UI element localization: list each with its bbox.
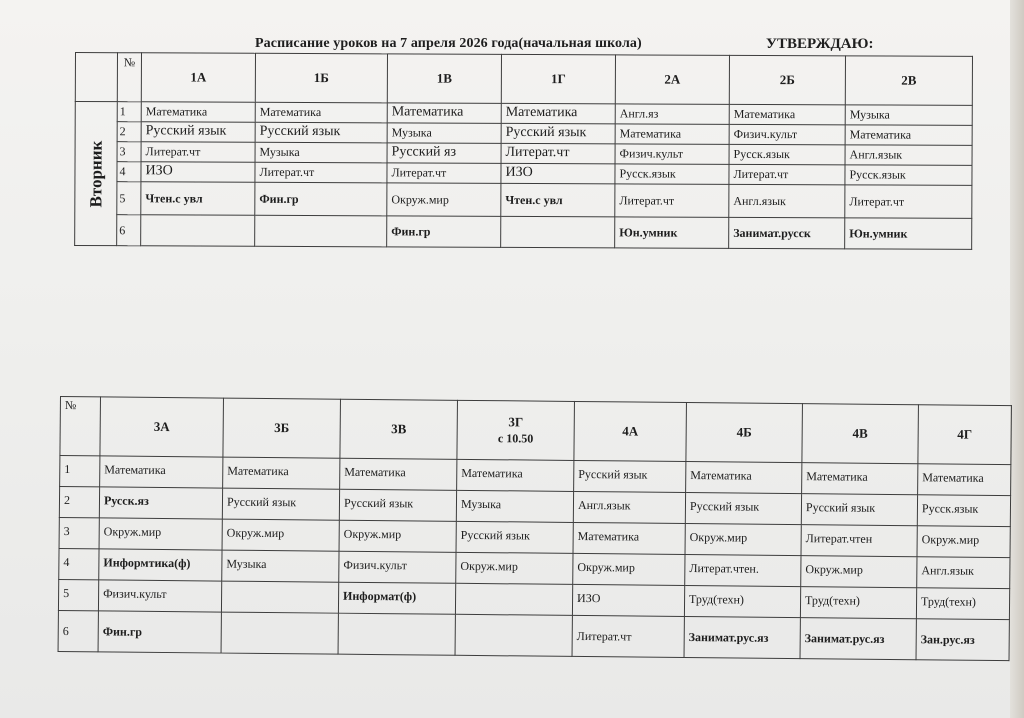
lesson-cell [501,216,615,247]
class-name: 3Г [508,414,524,430]
lesson-cell: ИЗО [141,162,255,182]
lesson-number: 3 [59,517,99,548]
lesson-number: 2 [59,487,99,518]
class-header: 1В [387,54,501,103]
lesson-cell: Литерат.чт [255,162,387,183]
lesson-cell [455,583,572,615]
lesson-cell: Литерат.чт [615,184,729,217]
lesson-cell: Англ.язык [917,557,1010,589]
lesson-cell [338,613,455,655]
lesson-cell: Русский яз [387,143,501,163]
lesson-cell: Математика [729,104,845,125]
lesson-cell: Окруж.мир [801,556,917,588]
class-header: 4А [574,401,687,461]
lesson-cell: Литерат.чт [501,143,615,163]
lesson-cell: Математика [141,102,255,122]
number-header: № [60,397,101,456]
lesson-number: 2 [117,122,141,142]
lesson-cell: Русск.язык [917,495,1010,527]
lesson-cell: Англ.язык [729,184,845,218]
lesson-cell: Литерат.чт [141,142,255,162]
lesson-cell: Математика [501,103,615,123]
lesson-cell: Физич.культ [729,124,845,145]
class-start-note: с 10.50 [497,431,534,446]
lesson-cell: Русский язык [501,123,615,143]
lesson-cell: Математика [223,457,340,489]
lesson-cell: Фин.гр [387,216,501,247]
desk-edge [1010,0,1024,718]
lesson-cell: Чтен.с увл [141,182,255,215]
lesson-cell: Физич.культ [98,580,221,612]
class-header: 2А [615,55,729,104]
lesson-number: 1 [60,456,100,487]
lesson-cell: Математика [918,464,1011,496]
lesson-cell: Окруж.мир [387,183,501,216]
lesson-cell: Русский язык [255,122,387,143]
lesson-cell: Музыка [456,490,573,522]
lesson-number: 4 [59,548,99,579]
lesson-cell: Труд(техн) [684,586,800,618]
lesson-cell: Литерат.чт [572,615,684,657]
lesson-cell: Окруж.мир [917,526,1010,558]
lesson-cell: Фин.гр [98,611,221,653]
class-header-3g [457,400,575,460]
class-header: 1Б [255,53,387,103]
number-header: № [117,53,141,102]
lesson-cell: Юн.умник [615,217,729,248]
class-header: 4Б [686,403,803,463]
lesson-cell: Русск.язык [615,164,729,184]
class-header: 3Б [223,398,341,458]
lesson-cell: Труд(техн) [916,588,1009,620]
schedule-table-grades-3-4 [58,396,1012,661]
lesson-cell: Математика [573,522,685,554]
lesson-cell: Математика [802,463,918,495]
lesson-cell: Литерат.чтен. [685,555,801,587]
lesson-cell [221,581,338,613]
lesson-cell: Литерат.чтен [801,525,917,557]
lesson-cell: Математика [615,124,729,144]
lesson-cell: Математика [387,103,501,123]
lesson-number: 3 [117,142,141,162]
lesson-cell: Фин.гр [255,182,387,216]
lesson-cell: Чтен.с увл [501,183,615,216]
lesson-cell: ИЗО [572,584,684,616]
day-cell [75,102,118,246]
lesson-cell: Музыка [255,142,387,163]
lesson-cell: Литерат.чт [387,163,501,183]
lesson-cell: Физич.культ [339,551,456,583]
lesson-cell: Русск.язык [845,165,972,186]
lesson-cell: Англ.яз [615,104,729,124]
lesson-number: 5 [117,182,141,215]
lesson-cell: Математика [340,458,457,490]
schedule-table-grades-1-2 [74,52,973,250]
lesson-cell: Русский язык [574,460,686,492]
lesson-number: 5 [58,579,98,610]
lesson-cell [455,614,572,656]
lesson-cell: Музыка [222,550,339,582]
schedule-title: Расписание уроков на 7 апреля 2026 года(начальная школа) [255,36,642,51]
lesson-cell: Музыка [845,105,972,126]
lesson-number: 1 [117,102,141,122]
lesson-cell: Окруж.мир [339,520,456,552]
lesson-cell: Занимат.рус.яз [684,617,800,659]
lesson-cell: Математика [686,462,802,494]
class-header: 1Г [501,54,615,103]
class-header: 4В [802,404,919,464]
lesson-cell: Математика [100,456,223,488]
lesson-cell: Литерат.чт [729,164,845,185]
lesson-cell [141,215,255,246]
class-header: 1А [141,53,255,102]
lesson-cell: Музыка [387,123,501,143]
approval-label: УТВЕРЖДАЮ: [766,36,874,52]
lesson-cell: Окруж.мир [222,519,339,551]
corner-cell [75,53,117,102]
lesson-cell: Зан.рус.яз [916,619,1009,661]
lesson-cell: Русский язык [685,493,801,525]
lesson-cell: Информтика(ф) [99,549,222,581]
lesson-cell: Русск.яз [99,487,222,519]
class-header: 2Б [729,55,845,105]
lesson-cell: Труд(техн) [800,587,916,619]
lesson-cell: Информат(ф) [338,582,455,614]
lesson-cell: Русск.язык [729,144,845,165]
lesson-cell: Физич.культ [615,144,729,164]
lesson-number: 6 [58,610,98,651]
day-label: Вторник [85,140,106,208]
lesson-cell: Русский язык [339,489,456,521]
lesson-cell: Окруж.мир [685,524,801,556]
lesson-cell: ИЗО [501,163,615,183]
class-header: 3А [100,397,224,457]
lesson-cell: Окруж.мир [573,553,685,585]
lesson-cell: Окруж.мир [456,552,573,584]
lesson-cell: Литерат.чт [845,185,972,219]
lesson-cell: Юн.умник [845,218,972,250]
lesson-cell: Окруж.мир [99,518,222,550]
lesson-cell: Русский язык [801,494,917,526]
lesson-cell [255,215,387,247]
class-header: 3В [340,399,458,459]
lesson-cell: Математика [845,125,972,146]
lesson-cell: Занимат.рус.яз [800,618,916,660]
class-header: 4Г [918,405,1012,465]
lesson-cell: Математика [457,459,574,491]
lesson-cell: Русский язык [141,122,255,142]
lesson-cell: Математика [255,102,387,123]
lesson-cell: Англ.язык [573,491,685,523]
lesson-cell [221,612,338,654]
lesson-number: 4 [117,162,141,182]
lesson-cell: Занимат.русск [729,217,845,249]
class-header: 2В [845,56,972,106]
lesson-cell: Англ.язык [845,145,972,166]
lesson-cell: Русский язык [222,488,339,520]
lesson-cell: Русский язык [456,521,573,553]
lesson-number: 6 [117,215,141,246]
